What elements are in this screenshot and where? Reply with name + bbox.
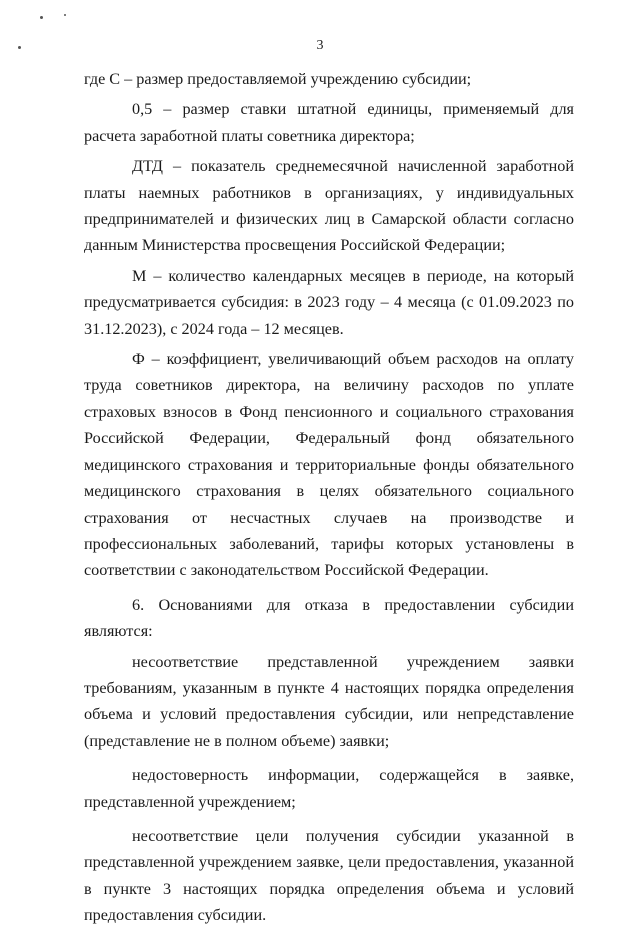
scan-speck [64,14,66,16]
paragraph-f-definition: Ф – коэффициент, увеличивающий объем расходов на оплату труда советников директора, на величину расходов по уплате страховых взносов в Фонд пенсионного и социального страхования Российской Федерации, Федеральный фонд обязательного медицинского страхования и территориальные фонды обязательного медицинского страхования в целях обязательного социального страхования от несчастных случаев на производстве и профессиональных заболеваний, тарифы которых установлены в соответствии с законодательством Российской Федерации. [84,350,574,580]
paragraph-ground-1: несоответствие представленной учреждением заявки требованиям, указанным в пункте 4 настоящих порядка определения объема и условий предоставления субсидии, или непредставление (представление не в полном объеме) заявки; [84,652,574,750]
page-number: 3 [316,38,324,53]
document-body [84,66,574,929]
paragraph-dtd-definition: ДТД – показатель среднемесячной начисленной заработной платы наемных работников в организациях, у индивидуальных предпринимателей и физических лиц в Самарской области согласно данным Министерства просвещения Российской Федерации; [84,157,574,255]
paragraph-c-definition: где С – размер предоставляемой учреждению субсидии; [84,70,472,88]
paragraph-ground-2: недостоверность информации, содержащейся в заявке, представленной учреждением; [84,766,574,811]
paragraph-m-definition: М – количество календарных месяцев в периоде, на который предусматривается субсидия: в 2023 году – 4 месяца (с 01.09.2023 по 31.12.2023), с 2024 года – 12 месяцев. [84,266,574,338]
paragraph-ground-3: несоответствие цели получения субсидии указанной в представленной учреждением заявке, цели предоставления, указанной в пункте 3 настоящих порядка определения объема и условий предоставления субсидии. [84,826,574,925]
paragraph-refusal-grounds: 6. Основаниями для отказа в предоставлении субсидии являются: [84,595,574,641]
paragraph-rate-definition: 0,5 – размер ставки штатной единицы, применяемый для расчета заработной платы советника директора; [84,100,574,145]
scan-speck [40,16,43,19]
